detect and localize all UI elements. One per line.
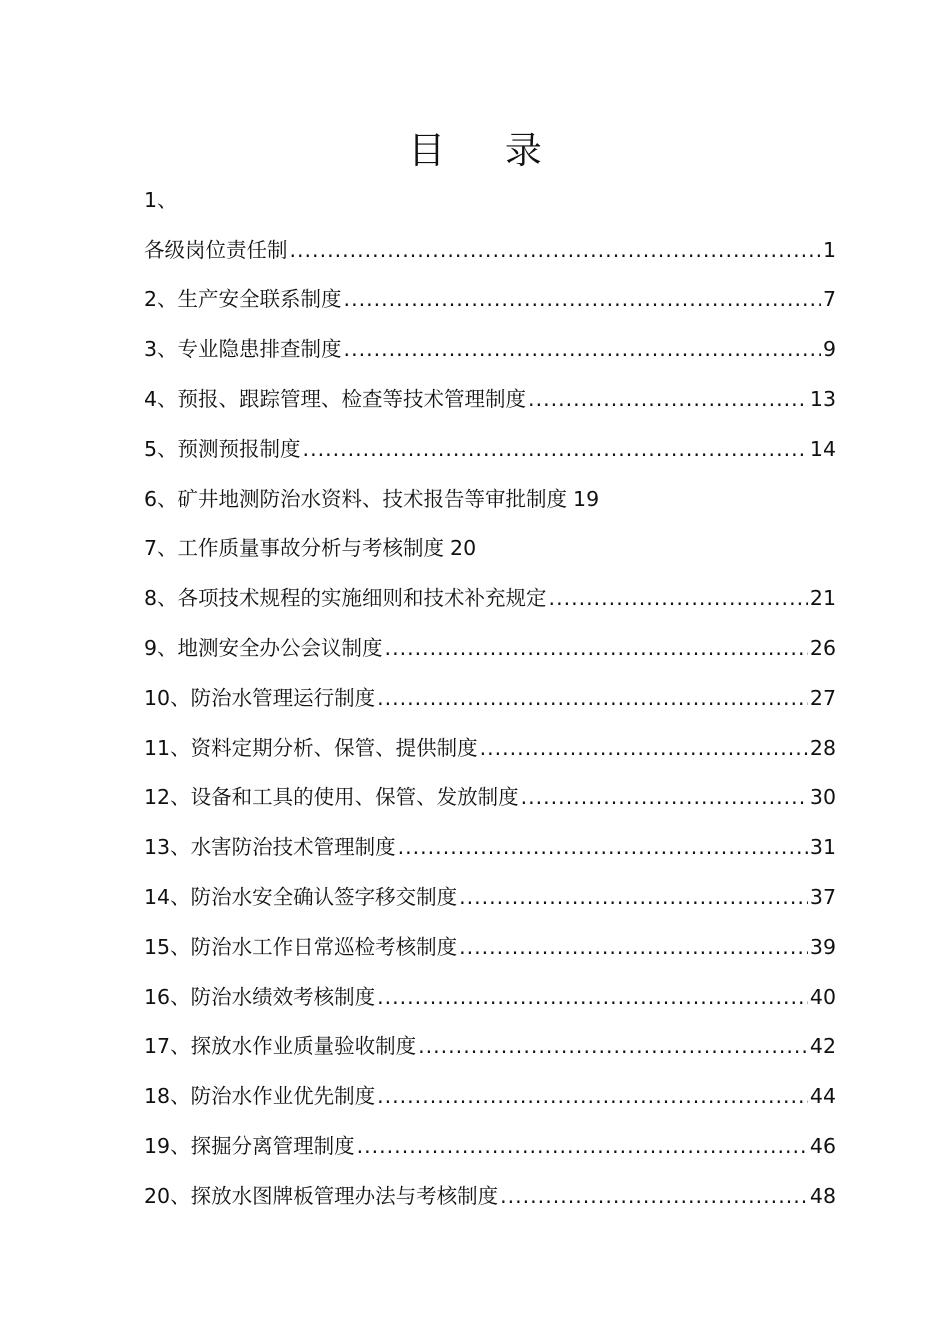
toc-entry[interactable] [144, 922, 836, 972]
dot-leader [344, 286, 821, 312]
toc-page-number: 9 [822, 337, 836, 362]
toc-entry[interactable] [144, 872, 836, 922]
toc-entry-text: 19、探掘分离管理制度 [144, 1134, 355, 1159]
toc-entry[interactable] [144, 424, 836, 474]
toc-entry-text: 17、探放水作业质量验收制度 [144, 1034, 417, 1059]
toc-entry[interactable] [144, 175, 836, 225]
toc-entry[interactable] [144, 1171, 836, 1221]
toc-page-number: 20 [450, 536, 477, 561]
dot-leader [290, 237, 821, 263]
toc-page-number: 19 [573, 486, 600, 511]
dot-leader [385, 635, 808, 661]
toc-entry[interactable] [144, 1071, 836, 1121]
toc-entry[interactable] [144, 474, 836, 524]
toc-entry[interactable] [144, 773, 836, 823]
toc-entry-text: 6、矿井地测防治水资料、技术报告等审批制度 [144, 486, 568, 511]
toc-entry[interactable] [144, 374, 836, 424]
toc-entry-text: 2、生产安全联系制度 [144, 287, 342, 312]
toc-page-number: 30 [809, 785, 836, 810]
dot-leader [377, 685, 808, 711]
toc-entry-text: 18、防治水作业优先制度 [144, 1084, 376, 1109]
toc-entry[interactable] [144, 275, 836, 325]
dot-leader [459, 934, 808, 960]
toc-page-number: 14 [809, 436, 836, 461]
toc-entry[interactable] [144, 225, 836, 275]
toc-entry-text: 13、水害防治技术管理制度 [144, 835, 396, 860]
toc-entry-text: 5、预测预报制度 [144, 436, 301, 461]
toc-entry[interactable] [144, 1022, 836, 1072]
toc-page-number: 46 [809, 1134, 836, 1159]
toc-page-number: 37 [809, 885, 836, 910]
toc-page-number: 1 [822, 237, 836, 262]
toc-entry[interactable] [144, 623, 836, 673]
toc-entry-text: 10、防治水管理运行制度 [144, 685, 376, 710]
toc-entry-text: 12、设备和工具的使用、保管、发放制度 [144, 785, 519, 810]
toc-entry-text: 3、专业隐患排查制度 [144, 337, 342, 362]
toc-title: 目 录 [408, 129, 566, 172]
dot-leader [357, 1133, 808, 1159]
dot-leader [480, 735, 808, 761]
dot-leader [377, 1083, 808, 1109]
toc-page-number: 26 [809, 636, 836, 661]
dot-leader [303, 436, 808, 462]
toc-entry[interactable] [144, 972, 836, 1022]
dot-leader [528, 386, 808, 412]
toc-page-number: 27 [809, 685, 836, 710]
dot-leader [398, 834, 808, 860]
toc-entry[interactable] [144, 1121, 836, 1171]
toc-entry-text: 11、资料定期分析、保管、提供制度 [144, 735, 478, 760]
toc-page-number: 44 [809, 1084, 836, 1109]
toc-page-number: 28 [809, 735, 836, 760]
toc-entry[interactable] [144, 822, 836, 872]
toc-entry-text: 7、工作质量事故分析与考核制度 [144, 536, 445, 561]
toc-entry-text: 16、防治水绩效考核制度 [144, 984, 376, 1009]
toc-entry[interactable] [144, 524, 836, 574]
toc-page-number: 7 [822, 287, 836, 312]
toc-page-number: 21 [809, 586, 836, 611]
toc-entry-text: 14、防治水安全确认签字移交制度 [144, 885, 458, 910]
toc-page-number: 48 [809, 1183, 836, 1208]
toc-entry[interactable] [144, 573, 836, 623]
dot-leader [500, 1183, 808, 1209]
dot-leader [549, 585, 808, 611]
toc-page-number: 42 [809, 1034, 836, 1059]
toc-entry-text: 8、各项技术规程的实施细则和技术补充规定 [144, 586, 547, 611]
dot-leader [459, 884, 808, 910]
toc-entry[interactable] [144, 324, 836, 374]
table-of-contents [144, 175, 836, 1221]
dot-leader [418, 1033, 808, 1059]
dot-leader [521, 784, 808, 810]
toc-page-number: 39 [809, 934, 836, 959]
toc-entry-text: 各级岗位责任制 [144, 237, 288, 262]
dot-leader [377, 984, 808, 1010]
toc-page-number: 31 [809, 835, 836, 860]
toc-page-number: 13 [809, 387, 836, 412]
toc-page-number: 40 [809, 984, 836, 1009]
toc-entry-text: 4、预报、跟踪管理、检查等技术管理制度 [144, 387, 527, 412]
toc-entry-text: 1、 [144, 187, 178, 212]
toc-entry[interactable] [144, 723, 836, 773]
toc-entry[interactable] [144, 673, 836, 723]
toc-entry-text: 20、探放水图牌板管理办法与考核制度 [144, 1183, 499, 1208]
toc-entry-text: 15、防治水工作日常巡检考核制度 [144, 934, 458, 959]
dot-leader [344, 336, 821, 362]
toc-entry-text: 9、地测安全办公会议制度 [144, 636, 383, 661]
